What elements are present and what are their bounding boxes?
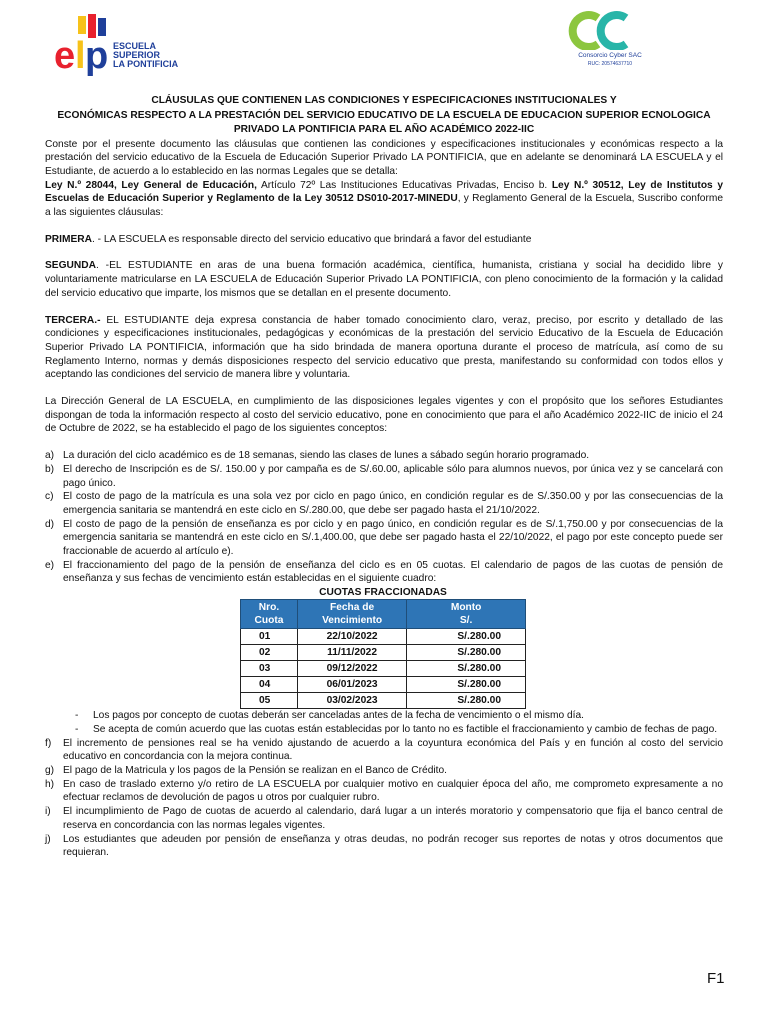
items-list-top: [45, 449, 723, 586]
item-text: La duración del ciclo académico es de 18 semanas, siendo las clases de lunes a sábado según horario programado.: [63, 450, 590, 462]
cell-monto: S/.280.00: [407, 645, 526, 661]
item-label: h): [45, 778, 55, 790]
tercera-label: TERCERA.-: [45, 314, 101, 326]
cell-nro: 02: [241, 645, 298, 661]
cell-nro: 04: [241, 677, 298, 693]
sub-item-text: Los pagos por concepto de cuotas deberán ser canceladas antes de la fecha de vencimiento o el mismo día.: [93, 710, 585, 722]
item-text: El costo de pago de la matrícula es una sola vez por ciclo en pago único, en condición regular es de S/.350.00 y por las consecuencias de la emergencia sanitaria se mantendrá en este ciclo en S/.280.00, que debe ser pagado hasta el 21/10/2022.: [63, 491, 723, 516]
clause-segunda: [45, 259, 723, 300]
table-row: [241, 645, 526, 661]
title-line2: ECONÓMICAS RESPECTO A LA PRESTACIÓN DEL SERVICIO EDUCATIVO DE LA ESCUELA DE EDUCACION SUPERIOR ECNOLOGICA: [57, 109, 711, 121]
item-label: i): [45, 806, 51, 818]
cell-fecha: 11/11/2022: [297, 645, 406, 661]
cell-monto: S/.280.00: [407, 677, 526, 693]
item-label: d): [45, 518, 55, 530]
cell-nro: 03: [241, 661, 298, 677]
items-list-bottom: [45, 737, 723, 860]
primera-text: . - LA ESCUELA es responsable directo del servicio educativo que brindará a favor del estudiante: [91, 233, 532, 245]
sub-item-text: Se acepta de común acuerdo que las cuotas están establecidas por lo tanto no es factible el fraccionamiento y cambio de fechas de pago.: [93, 723, 718, 735]
table-caption: CUOTAS FRACCIONADAS: [319, 587, 447, 599]
law-30512: Ley N.º 30512, Ley de Institutos y Escuelas de Educación Superior y Reglamento de la Ley 30512 DS010-2017-MINEDU: [45, 179, 723, 205]
list-item: [45, 559, 723, 586]
table-header-row: [241, 600, 526, 629]
page-header: [0, 0, 768, 90]
header-text: Fecha de: [330, 602, 375, 614]
item-text: El incremento de pensiones real se ha venido ajustando de acuerdo a la coyuntura económica del País y en función al costo del servicio educativo en concordancia con la mejora continua.: [63, 737, 723, 763]
clause-tercera: [45, 314, 723, 383]
item-label: b): [45, 463, 55, 475]
intro-text: Conste por el presente documento las cláusulas que contienen las condiciones y especificaciones institucionales y económicas respecto a la prestación del servicio educativo de la Escuela de Educación Superior Privado LA PONTIFICIA, que en adelante se denominará LA ESCUELA y el Estudiante, de acuerdo a lo establecido en las normas Legales que se detalla:: [45, 138, 723, 177]
item-label: c): [45, 491, 54, 503]
table-row: [241, 677, 526, 693]
logo-line1: ESCUELA: [113, 41, 157, 51]
header-text: Cuota: [254, 615, 284, 627]
item-label: e): [45, 559, 55, 571]
list-item: [45, 764, 723, 778]
item-text: El fraccionamiento del pago de la pensión de enseñanza del ciclo es en 05 cuotas. El calendario de pagos de las cuotas de pensión de enseñanza y sus fechas de vencimiento están establecidas en el siguiente cuadro:: [63, 559, 723, 585]
header-text: Nro.: [258, 602, 280, 614]
primera-label: PRIMERA: [45, 233, 92, 245]
cell-nro: 01: [241, 629, 298, 645]
item-text: El pago de la Matricula y los pagos de la Pensión se realizan en el Banco de Crédito.: [63, 765, 447, 776]
item-text: El derecho de Inscripción es de S/. 150.00 y por campaña es de S/.60.00, aplicable sólo para alumnos nuevos, por única vez y se cancelará con pago único.: [63, 463, 723, 489]
sub-item-dash: -: [75, 710, 79, 722]
table-row: [241, 661, 526, 677]
tercera-text: EL ESTUDIANTE deja expresa constancia de haber tomado conocimiento claro, veraz, preciso, por escrito y detallado de las condiciones y especificaciones institucionales, pedagógicas y económicas de la prestación del servicio Educativo de la Escuela de Educación Superior Privado LA PONTIFICIA, información que ha sido brindada de manera oportuna durante el proceso de matrícula, así como de su Reglamento Interno, normas y demás disposiciones respecto del servicio educativo que presta, manifestando su conformidad con todos ellos y aceptando las condiciones del servicio de manera libre y voluntaria.: [45, 314, 723, 381]
list-item: [45, 805, 723, 832]
title-line3: PRIVADO LA PONTIFICIA PARA EL AÑO ACADÉMICO 2022-IIC: [233, 124, 535, 135]
header-fecha: [297, 600, 406, 629]
direccion-paragraph: La Dirección General de LA ESCUELA, en cumplimiento de las disposiciones legales vigentes y con el propósito que los señores Estudiantes dispongan de toda la información respecto al costo del servicio educativo, pone en conocimiento que para el año Académico 2022-IIC de inicio el 24 de Octubre de 2022, se ha establecido el pago de los siguientes conceptos:: [45, 396, 723, 435]
document-title: [45, 94, 723, 138]
list-item: [45, 449, 723, 463]
header-monto: [407, 600, 526, 629]
intro-text-2: Artículo 72º Las Instituciones Educativas Privadas, Enciso b.: [256, 179, 552, 191]
cell-fecha: 09/12/2022: [297, 661, 406, 677]
title-line1: CLÁUSULAS QUE CONTIENEN LAS CONDICIONES Y ESPECIFICACIONES INSTITUCIONALES Y: [151, 95, 617, 106]
cell-monto: S/.280.00: [407, 629, 526, 645]
escuela-logo: [50, 14, 190, 76]
list-item: [45, 518, 723, 559]
header-text: S/.: [459, 615, 473, 627]
logo-line2: SUPERIOR: [113, 50, 161, 60]
svg-text:p: p: [85, 35, 109, 76]
svg-text:l: l: [75, 35, 86, 76]
table-row: [241, 693, 526, 709]
item-label: f): [45, 737, 52, 749]
item-text: El incumplimiento de Pago de cuotas de acuerdo al calendario, dará lugar a un interés moratorio y compensatorio que fija el banco central de reserva en concordancia con las normas legales vigentes.: [63, 806, 723, 831]
segunda-label: SEGUNDA: [45, 260, 96, 272]
item-text: El costo de pago de la pensión de enseñanza es por ciclo y en pago único, en condición regular es de S/.1,750.00 y por consecuencias de la emergencia sanitaria se mantendrá en este ciclo en S/.1,400.00, que debe ser pagado hasta el 22/10/2022, el pago por este concepto puede ser fraccionable de acuerdo al artículo e).: [63, 518, 723, 558]
cell-nro: 05: [241, 693, 298, 709]
sub-item: [75, 723, 723, 737]
clause-primera: [45, 233, 723, 247]
cell-monto: S/.280.00: [407, 693, 526, 709]
header-text: Vencimiento: [322, 615, 383, 627]
cell-fecha: 03/02/2023: [297, 693, 406, 709]
header-text: Monto: [450, 602, 482, 614]
sub-item: [75, 709, 723, 723]
cyber-ruc: RUC: 20574637710: [587, 61, 633, 67]
list-item: [45, 463, 723, 490]
svg-text:e: e: [54, 35, 76, 76]
item-label: a): [45, 450, 55, 462]
item-text: En caso de traslado externo y/o retiro de LA ESCUELA por cualquier motivo en cualquier época del año, me comprometo expresamente a no efectuar reclamos de devolución de pagos u otros por cualquier rubro.: [63, 778, 723, 804]
cuotas-table: [240, 599, 526, 709]
cc-logo-icon: [560, 10, 660, 50]
cyber-name: Consorcio Cyber SAC: [578, 52, 642, 59]
list-item: [45, 490, 723, 517]
document-body: [45, 94, 723, 860]
table-row: [241, 629, 526, 645]
list-item: [45, 833, 723, 860]
law-28044: Ley N.º 28044, Ley General de Educación,: [45, 179, 257, 191]
intro-text-3: , y Reglamento General de la Escuela, Suscribo conforme a las siguientes cláusulas:: [45, 193, 724, 219]
cell-fecha: 06/01/2023: [297, 677, 406, 693]
cell-fecha: 22/10/2022: [297, 629, 406, 645]
logo-line3: LA PONTIFICIA: [113, 59, 179, 69]
list-item: [45, 778, 723, 805]
intro-paragraph: [45, 138, 723, 220]
header-nro: [241, 600, 298, 629]
item-label: g): [45, 765, 55, 776]
page-number: F1: [707, 970, 725, 987]
item-label: j): [45, 833, 51, 845]
cyber-logo: [560, 10, 660, 72]
sub-item-dash: -: [75, 723, 79, 735]
segunda-text: . -EL ESTUDIANTE en aras de una buena formación académica, científica, humanista, cristiana y social ha decidido libre y voluntariamente matricularse en LA ESCUELA de Educación Superior Privado LA PONTIFICIA, con pleno conocimiento de la formación y la calidad del servicio educativo que imparte, los mismos que se detallan en el presente documento.: [45, 260, 723, 299]
cell-monto: S/.280.00: [407, 661, 526, 677]
item-text: Los estudiantes que adeuden por pensión de enseñanza y otras deudas, no podrán recoger sus reportes de notas y otros documentos que requieran.: [63, 833, 723, 859]
list-item: [45, 737, 723, 764]
